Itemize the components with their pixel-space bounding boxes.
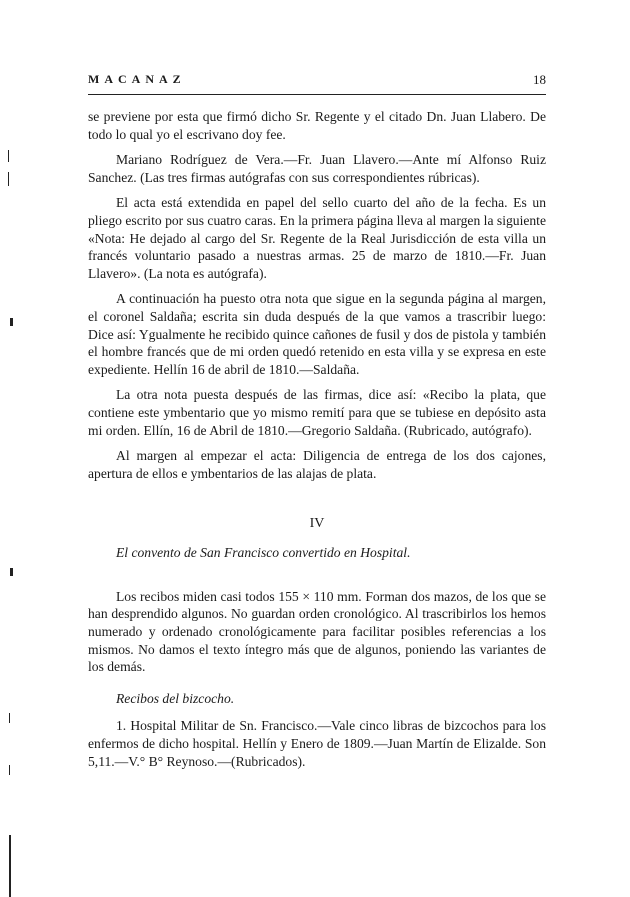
page-number: 18	[533, 72, 546, 87]
margin-mark	[9, 765, 10, 775]
paragraph-receipt-1: 1. Hospital Militar de Sn. Francisco.—Vale cinco libras de bizcochos para los enfermos de dicho hospital. Hellín y Enero de 1809.—Juan Martín de Elizalde. Son 5,11.—V.° B° Reynoso.—(Rubricados).	[88, 718, 546, 769]
section-title: El convento de San Francisco convertido en Hospital.	[116, 545, 411, 561]
body-text	[88, 108, 546, 770]
running-title: MACANAZ	[88, 72, 186, 86]
running-head	[88, 72, 546, 92]
paragraph-acta: El acta está extendida en papel del sello cuarto del año de la fecha. Es un pliego escrito por sus cuatro caras. En la primera página lleva al margen la siguiente «Nota: He dejado al cargo del Sr. Regente de la Real Jurisdicción de esta villa un francés voluntario pasado a nuestras armas. 25 de marzo de 1810.—Fr. Juan Llavero». (La nota es autógrafa).	[88, 195, 546, 281]
margin-mark	[10, 568, 13, 576]
margin-mark	[10, 318, 13, 326]
paragraph-continuation: se previene por esta que firmó dicho Sr. Regente y el citado Dn. Juan Llabero. De todo lo qual yo el escrivano doy fee.	[88, 109, 546, 142]
paragraph-receipts-description: Los recibos miden casi todos 155 × 110 mm. Forman dos mazos, de los que se han desprendido algunos. No guardan orden cronológico. Al trascribirlos los hemos numerado y ordenado cronológicamente para facilitar posibles referencias a los mismos. No damos el texto íntegro más que de algunos, poniendo las variantes de los demás.	[88, 588, 546, 675]
header-rule	[88, 94, 546, 95]
paragraph-signatures: Mariano Rodríguez de Vera.—Fr. Juan Llavero.—Ante mí Alfonso Ruiz Sanchez. (Las tres firmas autógrafas con sus correspondientes rúbricas).	[88, 152, 546, 185]
margin-mark	[8, 172, 9, 186]
margin-mark	[9, 713, 10, 723]
paragraph-margin-note: Al margen al empezar el acta: Diligencia de entrega de los dos cajones, apertura de ellos e ymbentarios de las alajas de plata.	[88, 448, 546, 481]
margin-mark	[8, 150, 9, 162]
subheading: Recibos del bizcocho.	[116, 690, 235, 706]
paragraph-receipt-note: La otra nota puesta después de las firmas, dice así: «Recibo la plata, que contiene este ymbentario que yo mismo remití para que se tubiese en depósito asta mi orden. Ellín, 16 de Abril de 1810.—Gregorio Saldaña. (Rubricado, autógrafo).	[88, 387, 546, 438]
margin-mark	[9, 835, 11, 897]
section-numeral: IV	[309, 516, 325, 532]
paragraph-saldana-note: A continuación ha puesto otra nota que sigue en la segunda página al margen, el coronel Saldaña; escrita sin duda después de la que vamos a trascribir luego: Dice así: Ygualmente he recibido quince cañones de fusil y dos de pistola y también el hombre francés que de mi orden quedó retenido en esta villa y se expresa en este expediente. Hellín 16 de abril de 1810.—Saldaña.	[88, 291, 546, 377]
